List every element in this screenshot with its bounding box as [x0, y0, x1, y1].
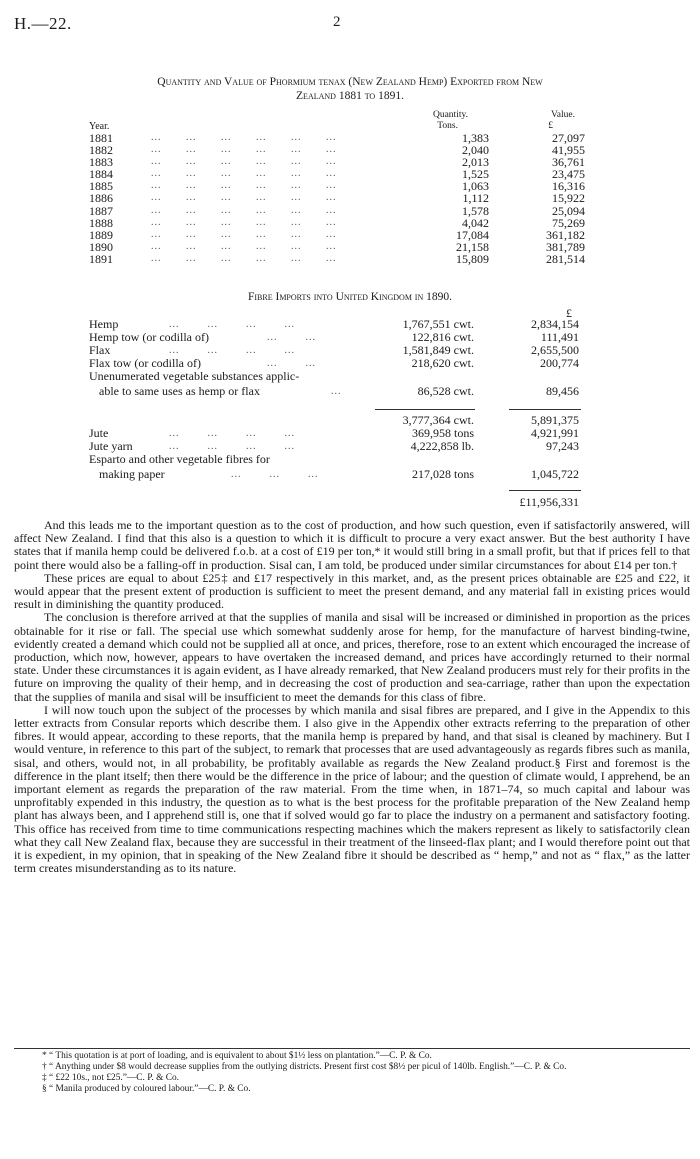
value-cell: 25,094 — [552, 203, 585, 218]
value-cell: 36,761 — [552, 155, 585, 170]
export-table — [89, 132, 589, 265]
leader-dots: ... ... — [267, 332, 316, 343]
row-label: able to same uses as hemp or flax — [99, 384, 260, 398]
year-cell: 1888 — [89, 215, 113, 230]
value-cell: 281,514 — [546, 251, 585, 266]
value-cell: 16,316 — [552, 179, 585, 194]
leader-dots: ... ... ... ... ... ... — [151, 252, 337, 264]
leader-dots: ... ... ... — [231, 469, 319, 480]
quantity-unit-label: Tons. — [437, 121, 458, 131]
quantity-column-header — [398, 110, 468, 132]
amount-cell: 86,528 cwt. — [417, 384, 474, 398]
amount-cell: 218,620 cwt. — [411, 356, 474, 370]
subtotal-value: 5,891,375 — [531, 413, 579, 427]
table-row — [89, 468, 609, 481]
leader-dots: ... ... ... ... — [169, 345, 295, 356]
table-row — [89, 168, 589, 180]
amount-cell: 4,222,858 lb. — [410, 439, 474, 453]
amount-cell: 122,816 cwt. — [411, 330, 474, 344]
quantity-cell: 2,013 — [462, 155, 489, 170]
row-label: Jute yarn — [89, 439, 133, 453]
year-cell: 1886 — [89, 191, 113, 206]
leader-dots: ... ... ... ... ... ... — [151, 204, 337, 216]
year-cell: 1889 — [89, 227, 113, 242]
year-cell: 1885 — [89, 179, 113, 194]
quantity-cell: 1,063 — [462, 179, 489, 194]
value-cell: 23,475 — [552, 167, 585, 182]
body-text — [14, 519, 690, 875]
value-cell: 200,774 — [540, 356, 579, 370]
quantity-cell: 21,158 — [456, 239, 489, 254]
row-label: Unenumerated vegetable substances applic- — [89, 369, 300, 383]
value-cell: 89,456 — [546, 384, 579, 398]
row-label: Esparto and other vegetable fibres for — [89, 452, 270, 466]
value-cell: 1,045,722 — [531, 467, 579, 481]
paragraph: These prices are equal to about £25‡ and £17 respectively in this market, and, as the present prices obtainable are £25 and £22, it would appear that the present extent of production is sufficient to meet the present demand, and any material fall in existing prices would result in diminishing the quantity produced. — [14, 570, 690, 612]
row-label: Flax tow (or codilla of) — [89, 356, 201, 370]
year-cell: 1883 — [89, 155, 113, 170]
value-unit-label: £ — [548, 121, 553, 131]
leader-dots: ... ... ... ... ... ... — [151, 144, 337, 156]
quantity-cell: 15,809 — [456, 251, 489, 266]
amount-cell: 1,581,849 cwt. — [402, 343, 474, 357]
value-cell: 361,182 — [546, 227, 585, 242]
table2-title: Fibre Imports into United Kingdom in 1890. — [248, 291, 452, 303]
value-cell: 381,789 — [546, 239, 585, 254]
footnote: ‡ “ £22 10s., not £25.”—C. P. & Co. — [42, 1073, 179, 1083]
table-row — [89, 144, 589, 156]
value-cell: 2,834,154 — [531, 317, 579, 331]
table-row — [89, 217, 589, 229]
table1-title-line1: Quantity and Value of Phormium tenax (New Zealand Hemp) Exported from New — [157, 76, 543, 88]
year-cell: 1884 — [89, 167, 113, 182]
row-label: Flax — [89, 343, 111, 357]
subtotal-amount: 3,777,364 cwt. — [402, 413, 474, 427]
row-label: making paper — [99, 467, 165, 481]
table-row — [89, 156, 589, 168]
footnote: † “ Anything under $8 would decrease supplies from the outlying districts. Present first cost $8½ per picul of 140lb. English.”—C. P. & Co. — [42, 1062, 567, 1072]
leader-dots: ... — [331, 386, 342, 397]
table-row — [89, 192, 589, 204]
table-row — [89, 241, 589, 253]
paragraph: The conclusion is therefore arrived at that the supplies of manila and sisal will be increased or diminished in proportion as the prices obtainable for it rise or fall. The special use which somewhat suddenly arose for hemp, for the manufacture of harvest binding-twine, evidently created a demand which could not be supplied all at once, and prices, therefore, rose to an extent which encouraged the increase of production, which now, however, appears to have overtaken the increased demand, and prices have accordingly returned to their normal state. Under these circumstances it is again evident, as I have already remarked, that New Zealand producers must rely for their profits in the future on improving the quality of their hemp, and in decreasing the cost of production and sea-carriage, rather than upon the expectation that the supplies of manila and sisal will be insufficient to meet the demands for this class of fibre. — [14, 610, 690, 704]
quantity-header-label: Quantity. — [432, 110, 468, 120]
leader-dots: ... ... ... ... ... ... — [151, 216, 337, 228]
year-column-header: Year. — [89, 121, 110, 132]
value-cell: 27,097 — [552, 131, 585, 145]
table-row — [89, 385, 609, 398]
quantity-cell: 1,525 — [462, 167, 489, 182]
leader-dots: ... ... ... ... — [169, 441, 295, 452]
paragraph: And this leads me to the important question as to the cost of production, and how such question, even if satisfactorily answered, will affect New Zealand. I find that this also is a question to which it is difficult to procure a very exact answer. But the best authority I have states that if manila hemp could be delivered f.o.b. at a cost of £19 per ton,* it would still bring in a small profit, but that if prices fell to that point there would also be a falling-off in production. Sisal can, I am told, be produced under similar circumstances for about £14 per ton.† — [14, 518, 690, 572]
total-rule — [509, 490, 581, 491]
quantity-cell: 4,042 — [462, 215, 489, 230]
table-row — [89, 453, 609, 466]
leader-dots: ... ... ... ... ... ... — [151, 132, 337, 143]
value-cell: 15,922 — [552, 191, 585, 206]
subtotal-rule-amount — [375, 409, 475, 410]
table1-title — [40, 75, 660, 103]
quantity-cell: 1,383 — [462, 131, 489, 145]
page-number: 2 — [333, 14, 341, 30]
leader-dots: ... ... ... ... ... ... — [151, 156, 337, 168]
leader-dots: ... ... — [267, 358, 316, 369]
table1-title-line2: Zealand 1881 to 1891. — [296, 90, 404, 102]
value-cell: 75,269 — [552, 215, 585, 230]
value-header-label: Value. — [550, 110, 575, 120]
table-row — [89, 427, 609, 440]
value-cell: 111,491 — [540, 330, 579, 344]
value-unit-label: £ — [566, 306, 572, 320]
year-cell: 1887 — [89, 203, 113, 218]
footnote: * “ This quotation is at port of loading, and is equivalent to about $1½ less on plantation.”—C. P. & Co. — [42, 1051, 432, 1061]
table-row — [89, 205, 589, 217]
value-cell: 97,243 — [546, 439, 579, 453]
leader-dots: ... ... ... ... ... ... — [151, 168, 337, 180]
leader-dots: ... ... ... ... ... ... — [151, 240, 337, 252]
amount-cell: 217,028 tons — [411, 467, 474, 481]
paragraph: I will now touch upon the subject of the processes by which manila and sisal fibres are prepared, and I give in the Appendix to this letter extracts from Consular reports which describe them. I also give in the Appendix other extracts referring to the preparation of other fibres. It would appear, according to these reports, that the manila hemp is prepared by hand, and that sisal is cleaned by machinery. But I would venture, in reference to this part of the subject, to remark that processes that are used advantageously as regards fibres such as manila, sisal, and others, would not, in all probability, be profitably available as regards the New Zealand product.§ First and foremost is the difference in the plant itself; then there would be the difference in the price of labour; and the question of climate would, I apprehend, be an important element as regards the preparation of the raw material. From the time when, in 1871–74, so much capital and labour was unprofitably expended in this industry, the question as to what is the best process for the profitable preparation of the New Zealand hemp plant has always been, and I apprehend still is, one that if solved would go far to place the industry on a permanent and satisfactory footing. This office has received from time to time communications respecting machines which the makers represent as likely to satisfactorily clean what they call New Zealand flax, because they are successful in their treatment of the linseed-flax plant; and I would therefore point out that it is expedient, in my opinion, that in speaking of the New Zealand fibre it should be described as “ hemp,” and not as “ flax,” as the latter term creates misunderstanding as to its nature. — [14, 702, 690, 876]
quantity-cell: 1,578 — [462, 203, 489, 218]
footnote-rule — [14, 1048, 690, 1049]
table-row — [89, 253, 589, 265]
row-label: Hemp tow (or codilla of) — [89, 330, 209, 344]
grand-total: £11,956,331 — [519, 495, 579, 509]
leader-dots: ... ... ... ... ... ... — [151, 192, 337, 204]
value-column-header — [505, 110, 575, 132]
value-cell: 4,921,991 — [531, 426, 579, 440]
leader-dots: ... ... ... ... — [169, 319, 295, 330]
amount-cell: 1,767,551 cwt. — [402, 317, 474, 331]
document-reference: H.—22. — [14, 14, 72, 33]
quantity-cell: 17,084 — [456, 227, 489, 242]
year-cell: 1891 — [89, 251, 113, 266]
leader-dots: ... ... ... ... — [169, 428, 295, 439]
footnote: § “ Manila produced by coloured labour.”—C. P. & Co. — [42, 1084, 251, 1094]
quantity-cell: 1,112 — [462, 191, 489, 206]
quantity-cell: 2,040 — [462, 143, 489, 158]
year-cell: 1881 — [89, 131, 113, 145]
year-cell: 1890 — [89, 239, 113, 254]
row-label: Jute — [89, 426, 109, 440]
row-label: Hemp — [89, 317, 119, 331]
leader-dots: ... ... ... ... ... ... — [151, 180, 337, 192]
value-cell: 41,955 — [552, 143, 585, 158]
leader-dots: ... ... ... ... ... ... — [151, 228, 337, 240]
footnotes — [14, 1051, 690, 1095]
table-row — [89, 229, 589, 241]
value-cell: 2,655,500 — [531, 343, 579, 357]
amount-cell: 369,958 tons — [411, 426, 474, 440]
subtotal-rule-value — [509, 409, 581, 410]
table-row — [89, 132, 589, 144]
total-row — [89, 496, 609, 509]
table-row — [89, 180, 589, 192]
table-row — [89, 370, 609, 383]
year-cell: 1882 — [89, 143, 113, 158]
